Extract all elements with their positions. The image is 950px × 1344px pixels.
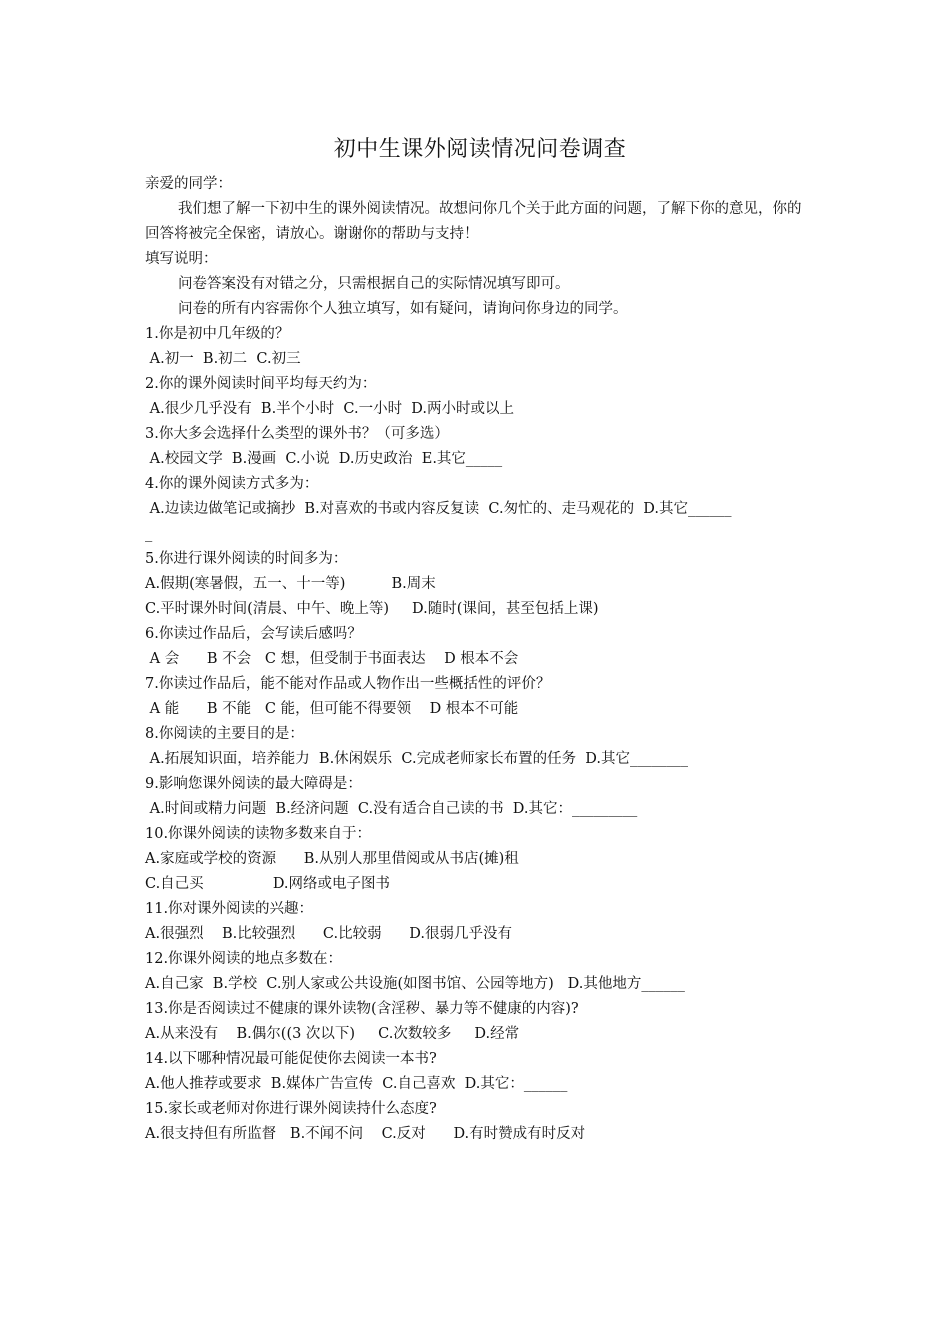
question-text: 5.你进行课外阅读的时间多为：: [145, 551, 348, 567]
question-text: 7.你读过作品后，能不能对作品或人物作出一些概括性的评价？: [145, 676, 551, 692]
question-options: A.初一 B.初二 C.初三: [145, 351, 301, 367]
intro-paragraph: 我们想了解一下初中生的课外阅读情况。故想问你几个关于此方面的问题，了解下你的意见，你的回答将被完全保密，请放心。谢谢你的帮助与支持！: [145, 201, 802, 242]
question-options: C.平时课外时间(清晨、中午、晚上等) D.随时(课间，甚至包括上课): [145, 601, 599, 617]
question-text: 4.你的课外阅读方式多为：: [145, 476, 319, 492]
question-text: 12.你课外阅读的地点多数在：: [145, 951, 343, 967]
question-text: 14.以下哪种情况最可能促使你去阅读一本书?: [145, 1051, 437, 1067]
greeting: 亲爱的同学：: [145, 176, 232, 192]
question-options: A.他人推荐或要求 B.媒体广告宣传 C.自己喜欢 D.其它：______: [145, 1076, 568, 1092]
question-options: A.时间或精力问题 B.经济问题 C.没有适合自己读的书 D.其它：_________: [145, 801, 638, 817]
question-text: 13.你是否阅读过不健康的课外读物(含淫秽、暴力等不健康的内容)?: [145, 1001, 579, 1017]
questionnaire-page: [145, 128, 815, 1147]
page-title: 初中生课外阅读情况问卷调查: [333, 137, 627, 162]
question-options: A.从来没有 B.偶尔((3 次以下) C.次数较多 D.经常: [145, 1026, 520, 1042]
question-text: 11.你对课外阅读的兴趣：: [145, 901, 314, 917]
question-options: A 能 B 不能 C 能，但可能不得要领 D 根本不可能: [145, 701, 519, 717]
question-text: 1.你是初中几年级的？: [145, 326, 290, 342]
question-options: A.家庭或学校的资源 B.从别人那里借阅或从书店(摊)租: [145, 851, 519, 867]
question-text: 3.你大多会选择什么类型的课外书？（可多选）: [145, 426, 449, 442]
instruction-2: 问卷的所有内容需你个人独立填写，如有疑问，请询问你身边的同学。: [178, 301, 628, 317]
question-options: _: [145, 526, 153, 542]
question-options: A.很强烈 B.比较强烈 C.比较弱 D.很弱几乎没有: [145, 926, 512, 942]
question-options: A.边读边做笔记或摘抄 B.对喜欢的书或内容反复读 C.匆忙的、走马观花的 D.其它______: [145, 501, 732, 517]
question-text: 9.影响您课外阅读的最大障碍是：: [145, 776, 362, 792]
question-options: A.很支持但有所监督 B.不闻不问 C.反对 D.有时赞成有时反对: [145, 1126, 586, 1142]
question-list: [145, 322, 815, 1147]
question-text: 8.你阅读的主要目的是：: [145, 726, 304, 742]
question-options: A 会 B 不会 C 想，但受制于书面表达 D 根本不会: [145, 651, 519, 667]
question-options: A.很少几乎没有 B.半个小时 C.一小时 D.两小时或以上: [145, 401, 515, 417]
question-options: C.自己买 D.网络或电子图书: [145, 876, 391, 892]
question-text: 2.你的课外阅读时间平均每天约为：: [145, 376, 377, 392]
question-options: A.拓展知识面，培养能力 B.休闲娱乐 C.完成老师家长布置的任务 D.其它________: [145, 751, 689, 767]
instructions-heading: 填写说明：: [145, 251, 218, 267]
question-text: 6.你读过作品后，会写读后感吗？: [145, 626, 362, 642]
question-text: 10.你课外阅读的读物多数来自于：: [145, 826, 372, 842]
question-options: A.自己家 B.学校 C.别人家或公共设施(如图书馆、公园等地方) D.其他地方______: [145, 976, 685, 992]
question-options: A.校园文学 B.漫画 C.小说 D.历史政治 E.其它_____: [145, 451, 503, 467]
question-text: 15.家长或老师对你进行课外阅读持什么态度?: [145, 1101, 437, 1117]
instruction-1: 问卷答案没有对错之分，只需根据自己的实际情况填写即可。: [178, 276, 570, 292]
question-options: A.假期(寒暑假，五一、十一等) B.周末: [145, 576, 436, 592]
